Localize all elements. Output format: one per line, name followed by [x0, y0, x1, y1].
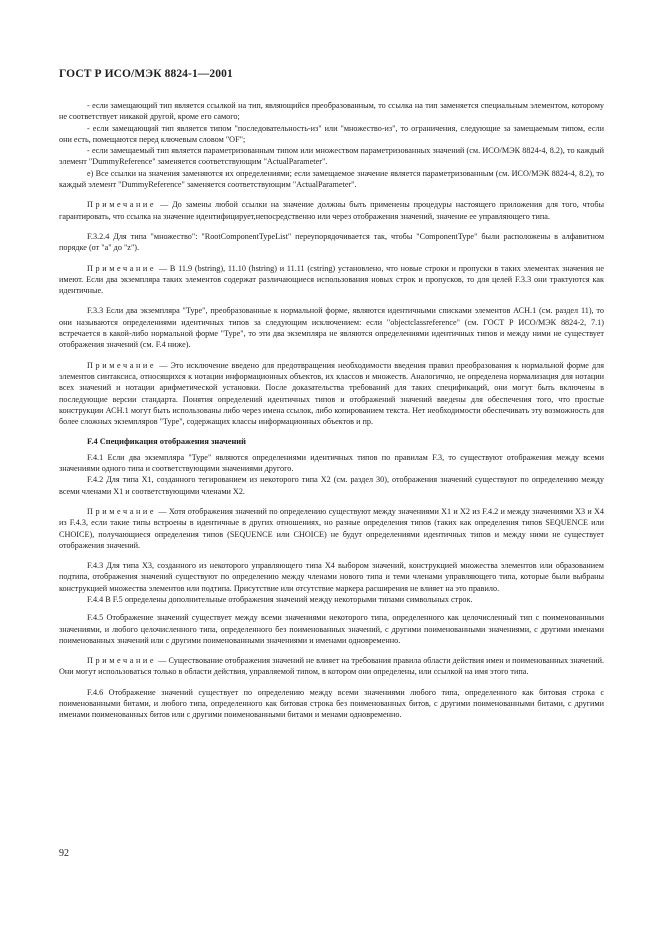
note: [59, 655, 604, 678]
note: [59, 263, 604, 297]
note: [59, 506, 604, 551]
paragraph: - если замещающий тип является ссылкой на тип, являющийся преобразованным, то ссылка на тип заменяется специальным элементом, которому не соответствует никакой другой, кроме его самого;: [59, 101, 604, 122]
note-label: Примечание: [87, 360, 157, 370]
paragraph: е) Все ссылки на значения заменяются их определениями; если замещаемое значение является параметризованным (см. ИСО/МЭК 8824-4, 8.2), то каждый элемент "DummyReference" заменяется соответствующим "ActualParameter".: [59, 168, 604, 190]
note-label: Примечание: [87, 656, 157, 666]
paragraph: F.3.3 Если два экземпляра "Type", преобразованные к нормальной форме, являются идентичными списками элементов АСН.1 (см. раздел 11), то они называются определениями идентичных типов за следующим исключением: если "objectclassreference" (см. ГОСТ Р ИСО/МЭК 8824-2, 7.1) встречается в какой-либо нормальной форме "Type", то эти два экземпляра не являются определениями идентичных типов и между ними не существует отображения значений (см. F.4 ниже).: [59, 306, 604, 350]
paragraph: F.4.2 Для типа X1, созданного тегированием из некоторого типа X2 (см. раздел 30), отображения значений существуют по определению между всеми членами X1 и соответствующими членами X2.: [59, 475, 604, 496]
paragraph: F.4.3 Для типа X3, созданного из некоторого управляющего типа X4 выбором значений, конструкцией множества элементов или образованием подтипа, отображения значений существуют по определению между членами нового типа и теми членами управляющего типа, которые были выбраны конструкцией множества элементов или подтипа. Присутствие или отсутствие маркера расширения не влияет на это правило.: [59, 561, 604, 593]
paragraph: F.4.1 Если два экземпляра "Type" являются определениями идентичных типов по правилам F.3, то существуют отображения между всеми значениями одного типа и соответствующими значениями другого.: [59, 452, 604, 474]
note: [59, 360, 604, 428]
page-number: 92: [59, 848, 69, 859]
note-label: Примечание: [87, 506, 157, 516]
note-text: — В 11.9 (bstring), 11.10 (hstring) и 11.11 (cstring) установлено, что новые строки и пропуски в таких элементах значения не имеют. Если два экземпляра таких элементов содержат различающиеся использования новых строк и пропусков, то для целей F.3.3 они трактуются как идентичные.: [59, 263, 604, 296]
page-content: [59, 100, 604, 721]
note-text: — Существование отображения значений не влияет на требования правила области действия имен и поименованных значений. Они могут использоваться только в области действия, управляемой типом, в котором они определены, или ссылкой на имя этого типа.: [59, 656, 604, 677]
paragraph: F.3.2.4 Для типа "множество": "RootComponentTypeList" переупорядочивается так, чтобы "ComponentType" были расположены в алфавитном порядке (от "a" до "z").: [59, 231, 604, 253]
section-heading: F.4 Спецификация отображения значений: [87, 437, 246, 447]
note-text: — Хотя отображения значений по определению существуют между значениями X1 и X2 из F.4.2 и между значениями X3 и X4 из F.4.3, если такие типы встроены в идентичные в других отношениях, но разные определения типов (таких как определения типов SEQUENCE или CHOICE), получающиеся определения типов (SEQUENCE или CHOICE) не будут определениями идентичных типов и между ними не существует отображения значений.: [59, 506, 604, 550]
paragraph: F.4.4 В F.5 определены дополнительные отображения значений между некоторыми типами символьных строк.: [87, 594, 473, 604]
paragraph: - если замещающий тип является типом "последовательность-из" или "множество-из", то ограничения, следующие за замещаемым типом, если они есть, помещаются перед ключевым словом "OF";: [59, 123, 604, 144]
paragraph: F.4.6 Отображение значений существует по определению между всеми значениями любого типа, определенного как битовая строка с поименованными битами, и любого типа, определенного как битовая строка без поименованных битов, с другими поименованными битами, с другими именами поименованных битов или с другими поименованными битами и менами одновременно.: [59, 687, 604, 720]
paragraph: F.4.5 Отображение значений существует между всеми значениями некоторого типа, определенного как целочисленный тип с поименованными значениями, и любого целочисленного типа, определенного без поименованных значений, с другими поименованными значениями, с другими именами поименованных значений или с другими поименованными значениями и именами одновременно.: [59, 613, 604, 645]
note-label: Примечание: [87, 200, 157, 210]
note-text: — До замены любой ссылки на значение должны быть применены процедуры настоящего приложения для того, чтобы гарантировать, что ссылка на значение идентифицирует,непосредственно или через отображения значений, значение ее управляющего типа.: [59, 200, 604, 221]
note-label: Примечание: [87, 263, 157, 273]
paragraph: - если замещаемый тип является параметризованным типом или множеством параметризованных значений (см. ИСО/МЭК 8824-4, 8.2), то каждый элемент "DummyReference" заменяется соответствующим "ActualParameter".: [59, 146, 604, 167]
standard-header: ГОСТ Р ИСО/МЭК 8824-1—2001: [59, 68, 233, 80]
note: [59, 199, 604, 222]
note-text: — Это исключение введено для предотвращения необходимости введения правил преобразования к нормальной форме для элементов синтаксиса, относящихся к нотации информационных объектов, их классов и множеств. Аналогично, не определена нормализация для нотации всех значений и нотации арифметической установки. После доказательства требований для таких спецификаций, они могут быть включены в последующие версии стандарта. Понятия определений идентичных типов и отображений значений введены для обеспечения того, что простые конструкции АСН.1 могут быть использованы либо через имена ссылок, либо копированием текста. Нет необходимости обеспечивать эту возможность для более сложных экземпляров "Type", содержащих классы информационных объектов и пр.: [59, 360, 604, 427]
